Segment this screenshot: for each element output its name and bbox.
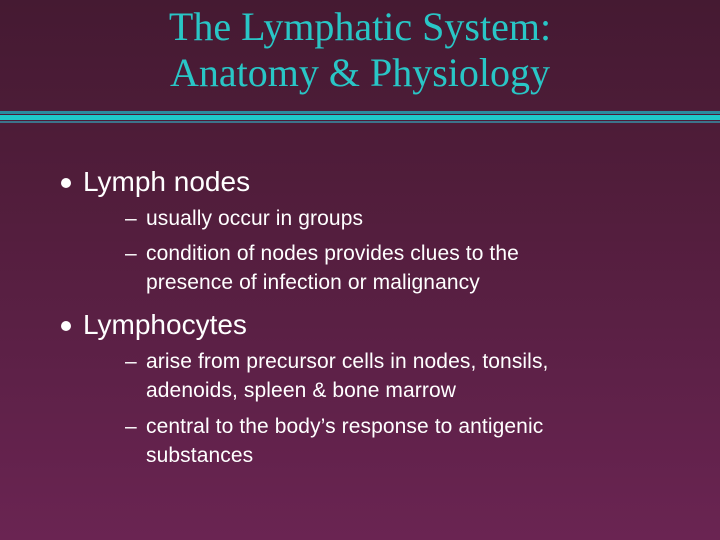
divider-band-main: [0, 115, 720, 120]
slide-title-line-2: Anatomy & Physiology: [169, 50, 551, 95]
bullet-dot-icon: [61, 178, 71, 188]
divider-band-top: [0, 111, 720, 114]
sub-item-text: central to the body’s response to antigenic substances: [146, 415, 544, 467]
divider-band-bottom: [0, 121, 720, 123]
bullet-dot-icon: [61, 321, 71, 331]
bullet-label: Lymph nodes: [83, 166, 251, 197]
sub-item-text: condition of nodes provides clues to the presence of infection or malignancy: [146, 242, 519, 294]
dash-icon: –: [125, 350, 137, 373]
sub-item-text: usually occur in groups: [146, 207, 364, 230]
slide-title-line-1: The Lymphatic System:: [168, 4, 552, 49]
slide-title: [0, 4, 720, 96]
bullet-label: Lymphocytes: [83, 309, 247, 340]
dash-icon: –: [125, 207, 137, 230]
dash-icon: –: [125, 415, 137, 438]
title-divider: [0, 111, 720, 125]
sub-item-text: arise from precursor cells in nodes, tonsils, adenoids, spleen & bone marrow: [146, 350, 549, 402]
dash-icon: –: [125, 242, 137, 265]
